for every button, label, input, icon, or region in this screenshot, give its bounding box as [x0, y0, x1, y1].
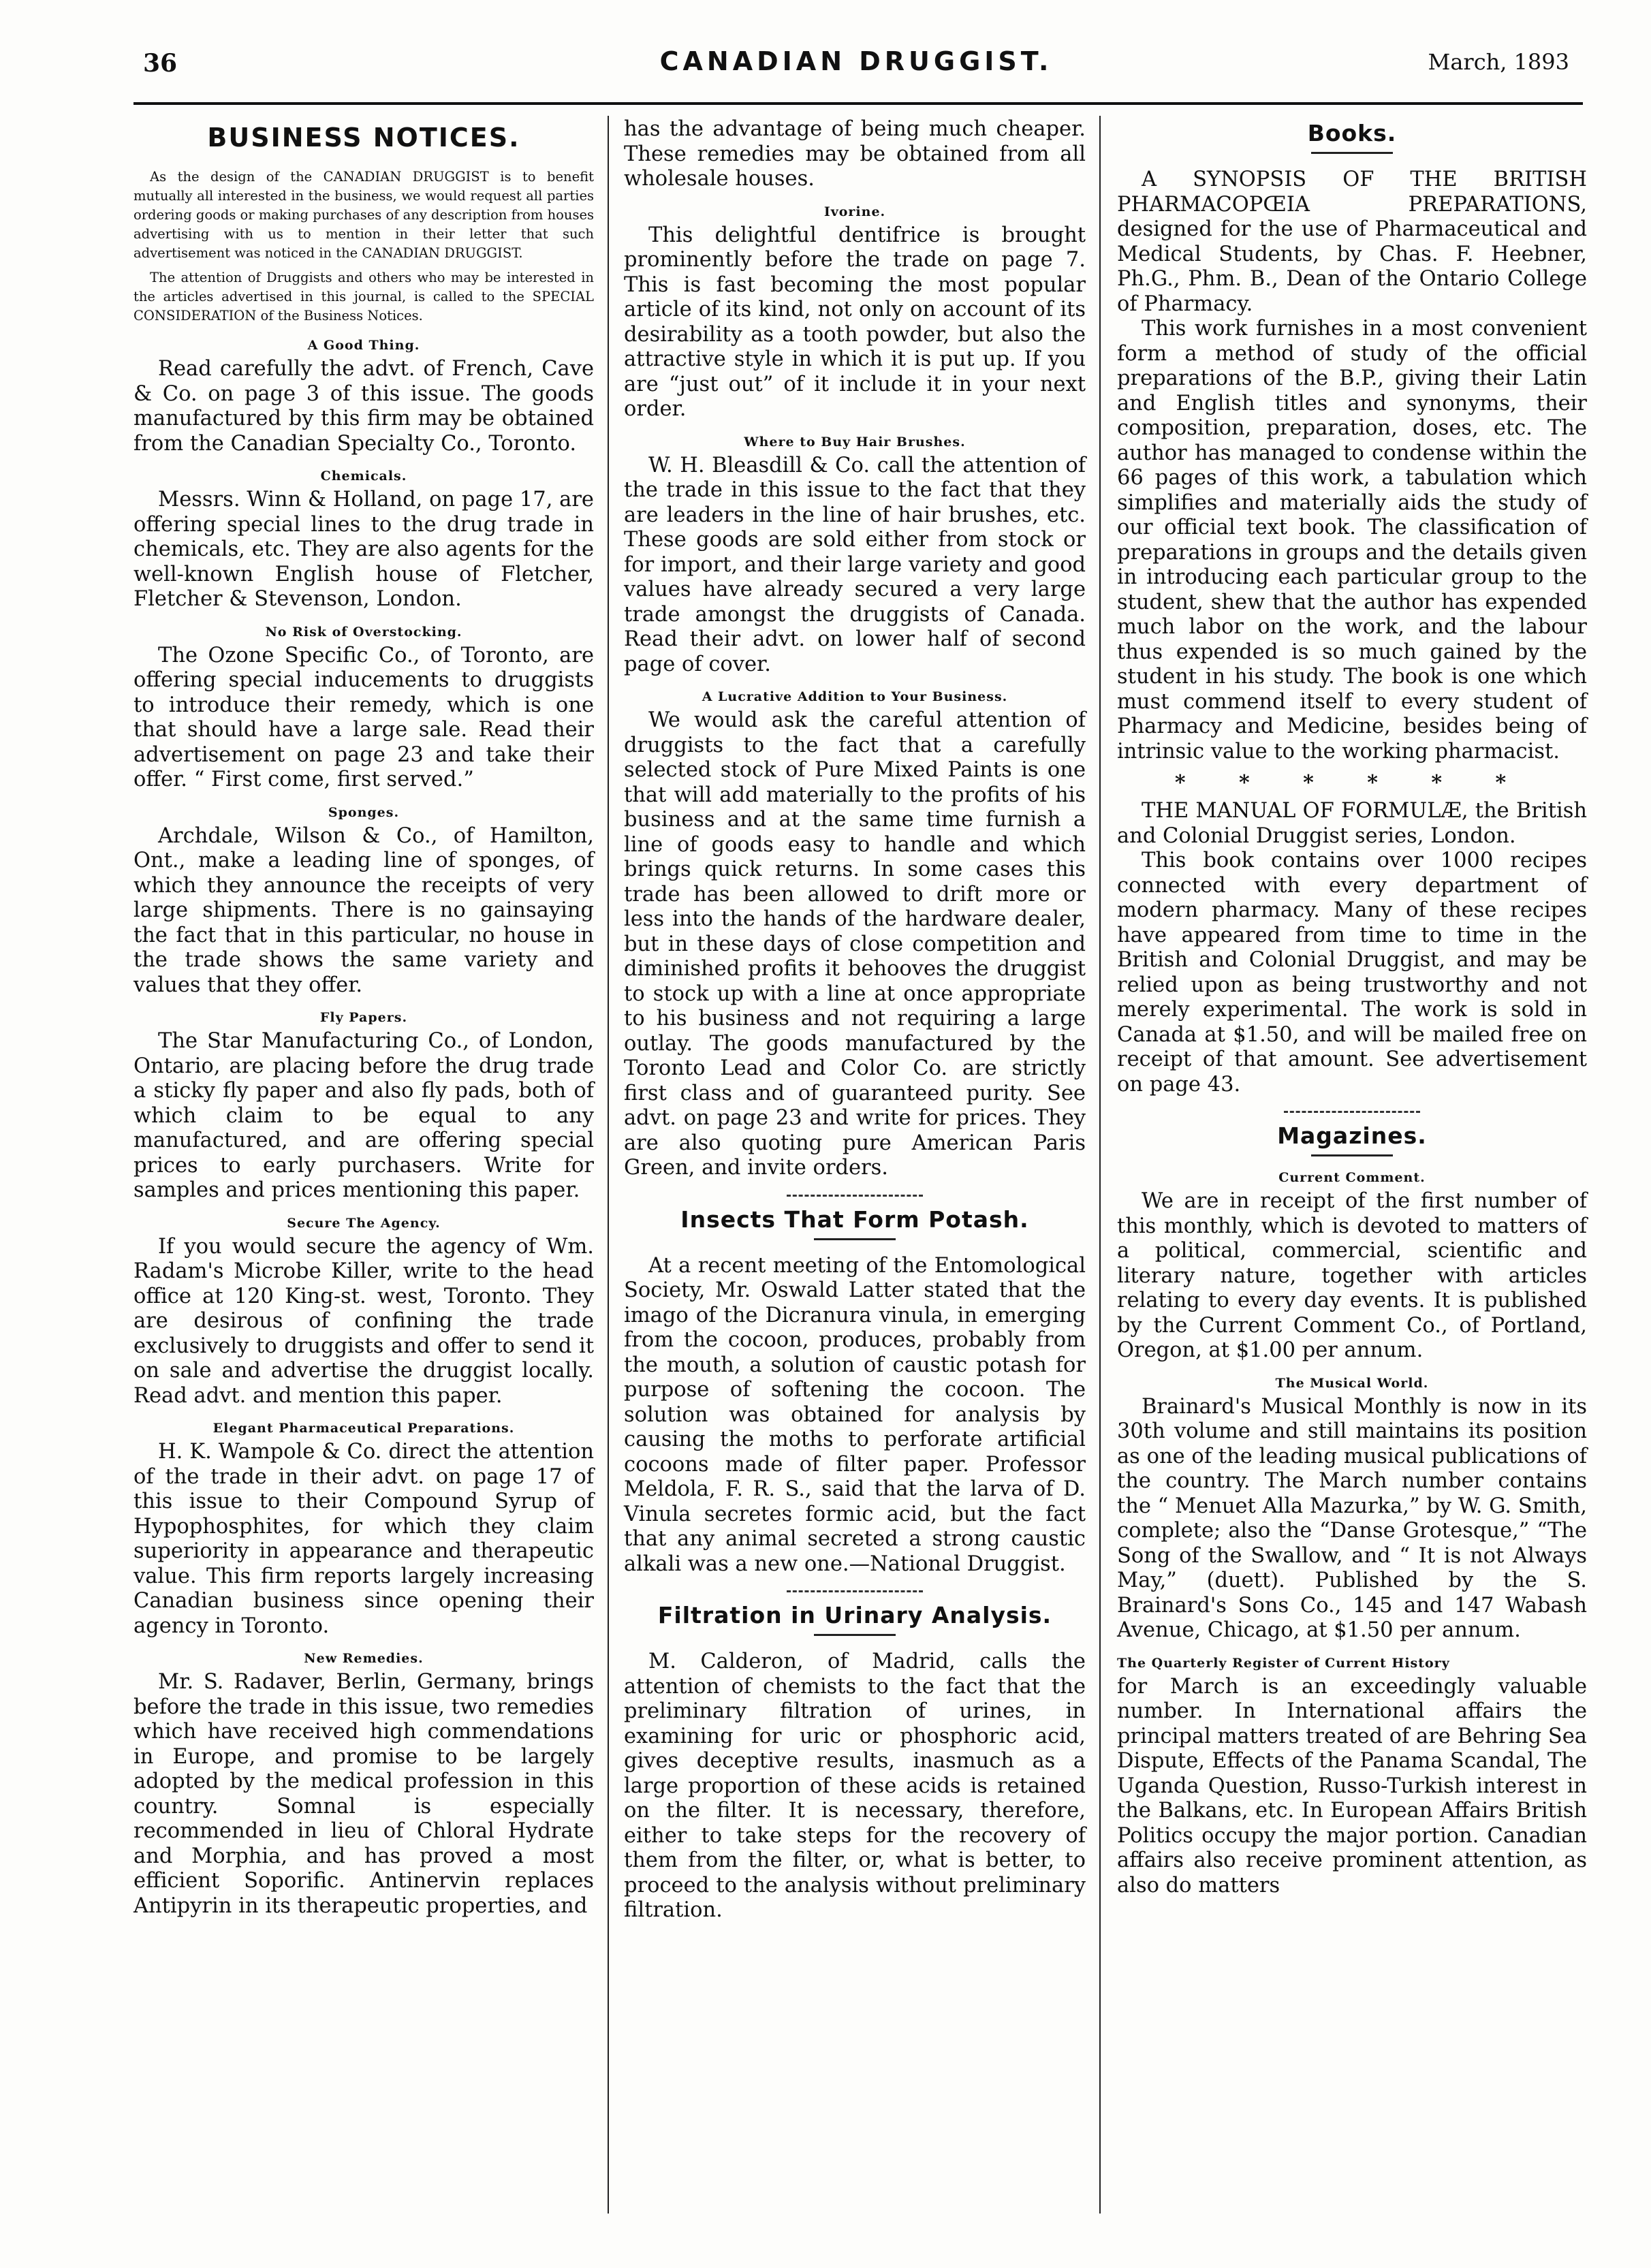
section-divider	[787, 1195, 923, 1197]
notice-title: Where to Buy Hair Brushes.	[744, 434, 966, 450]
page-number: 36	[143, 49, 178, 78]
notice-title: A Lucrative Addition to Your Business.	[702, 689, 1008, 704]
section-divider	[1284, 1111, 1420, 1113]
business-notices-heading: BUSINESS NOTICES.	[207, 123, 520, 153]
magazine-body: We are in receipt of the first number of this monthly, which is devoted to matters of a political, commercial, scientific and literary nature, together with articles relating to every day events. It is published by the Current Comment Co., of Portland, Oregon, at $1.00 per annum.	[1117, 1189, 1587, 1362]
column-3	[1117, 117, 1587, 1898]
notice-body: This delightful dentifrice is brought prominently before the trade on page 7. This is fast becoming the most popular article of its kind, not only on account of its desirability as a tooth powder, but also the attractive style in which it is put up. If you are “just out” of it include it in your next order.	[624, 223, 1086, 421]
notice-body: The Ozone Specific Co., of Toronto, are offering special inducements to druggists to introduce their remedy, which is one that should have a large sale. Read their advertisement on page 23 and take their offer. “ First come, first served.”	[133, 643, 594, 791]
magazine-body: for March is an exceedingly valuable number. In International affairs the principal matters treated of are Behring Sea Dispute, Effects of the Panama Scandal, The Uganda Question, Russo-Turkish interest in the Balkans, etc. In European Affairs British Politics occupy the major portion. Canadian affairs also receive prominent attention, as also do matters	[1117, 1674, 1587, 1897]
notice-body: Archdale, Wilson & Co., of Hamilton, Ont., make a leading line of sponges, of which they announce the receipts of very large shipments. There is no gainsaying the fact that in this particular, no house in the trade shows the same variety and values that they offer.	[133, 823, 594, 997]
notice-title: Chemicals.	[320, 469, 407, 484]
notice-title: A Good Thing.	[307, 338, 420, 353]
heading-rule	[814, 1238, 896, 1240]
notice-body: If you would secure the agency of Wm. Radam's Microbe Killer, write to the head office at 120 King-st. west, Toronto. They are desirous of confining the trade exclusively to druggists and offer to send it on sale and advertise the druggist locally. Read advt. and mention this paper.	[133, 1234, 594, 1408]
stars-separator: * * * * * *	[1174, 771, 1530, 795]
notice-title: Sponges.	[328, 804, 400, 820]
notice-title: No Risk of Overstocking.	[265, 624, 462, 640]
filtration-body: M. Calderon, of Madrid, calls the attention of chemists to the fact that the preliminary filtration of urines, in examining for uric or phosphoric acid, gives deceptive results, inasmuch as a large proportion of these acids is retained on the filter. It is necessary, therefore, either to take steps for the recovery of them from the filter, or, what is better, to proceed to the analysis without preliminary filtration.	[624, 1650, 1086, 1922]
books-paragraph: This book contains over 1000 recipes connected with every department of modern pharmacy. Many of these recipes have appeared from time to time in the British and Colonial Druggist, and may be relied upon as being trustworthy and not merely experimental. The work is sold in Canada at $1.50, and will be mailed free on receipt of that amount. See advertisement on page 43.	[1117, 849, 1587, 1097]
notice-title: Ivorine.	[823, 204, 886, 219]
heading-rule	[814, 1634, 896, 1636]
heading-rule	[1311, 1154, 1393, 1156]
magazines-heading: Magazines.	[1277, 1122, 1427, 1149]
notice-body: Messrs. Winn & Holland, on page 17, are offering special lines to the drug trade in chemicals, etc. They are also agents for the well-known English house of Fletcher, Fletcher & Stevenson, London.	[133, 488, 594, 611]
filtration-heading: Filtration in Urinary Analysis.	[657, 1602, 1052, 1628]
heading-rule	[1311, 152, 1393, 154]
column-1	[133, 117, 594, 1919]
issue-date: March, 1893	[1428, 49, 1569, 75]
notice-title: Secure The Agency.	[287, 1215, 441, 1231]
insects-heading: Insects That Form Potash.	[680, 1206, 1029, 1233]
books-paragraph: This work furnishes in a most convenient form a method of study of the official preparations of the B.P., giving their Latin and English titles and synonyms, their composition, preparation, doses, etc. The author has managed to condense within the 66 pages of this work, a tabulation which simplifies and materially aids the study of our official text book. The classification of preparations in groups and the details given in introducing each particular group to the student, shew that the author has expended much labor on the work, and the labour thus expended is so much gained by the student in his study. The book is one which must commend itself to every student of Pharmacy and Medicine, besides being of intrinsic value to the working pharmacist.	[1117, 317, 1587, 763]
notice-body: Read carefully the advt. of French, Cave & Co. on page 3 of this issue. The goods manufactured by this firm may be obtained from the Canadian Specialty Co., Toronto.	[133, 357, 594, 456]
magazine-title: The Quarterly Register of Current History	[1117, 1655, 1450, 1671]
notice-body: Mr. S. Radaver, Berlin, Germany, brings before the trade in this issue, two remedies which have received high commendations in Europe, and promise to be largely adopted by the medical profession in this country. Somnal is especially recommended in lieu of Chloral Hydrate and Morphia, and has proved a most efficient Soporific. Antinervin replaces Antipyrin in its therapeutic properties, and	[133, 1670, 594, 1918]
column-divider	[608, 116, 609, 2214]
page-header	[143, 46, 1569, 97]
business-notices-intro: As the design of the CANADIAN DRUGGIST is to benefit mutually all interested in the business, we would request all parties ordering goods or making purchases of any description from houses advertising with us to mention in their letter that such advertisement was noticed in the CANADIAN DRUGGIST.	[133, 169, 594, 261]
business-notices-intro: The attention of Druggists and others who may be interested in the articles advertised in this journal, is called to the SPECIAL CONSIDERATION of the Business Notices.	[133, 270, 594, 324]
books-paragraph: A SYNOPSIS OF THE BRITISH PHARMACOPŒIA PREPARATIONS, designed for the use of Pharmaceutical and Medical Students, by Chas. F. Heebner, Ph.G., Phm. B., Dean of the Ontario College of Pharmacy.	[1117, 168, 1587, 316]
column-2	[624, 117, 1086, 1923]
notice-body: The Star Manufacturing Co., of London, Ontario, are placing before the drug trade a sticky fly paper and also fly pads, both of which claim to be equal to any manufactured, and are offering special prices to early purchasers. Write for samples and prices mentioning this paper.	[133, 1029, 594, 1202]
header-rule	[133, 102, 1583, 105]
notice-body: W. H. Bleasdill & Co. call the attention of the trade in this issue to the fact that they are leaders in the line of hair brushes, etc. These goods are sold either from stock or for import, and their large variety and good values have already secured a very large trade amongst the druggists of Canada. Read their advt. on lower half of second page of cover.	[624, 453, 1086, 676]
notice-body: We would ask the careful attention of druggists to the fact that a carefully selected stock of Pure Mixed Paints is one that will add materially to the profits of his business and at the same time furnish a line of goods easy to handle and which brings quick returns. In some cases this trade has been allowed to drift more or less into the hands of the hardware dealer, but in these days of close competition and diminished profits it behooves the druggist to stock up with a line at once appropriate to his business and not requiring a large outlay. The goods manufactured by the Toronto Lead and Color Co. are strictly first class and of guaranteed purity. See advt. on page 23 and write for prices. They are also quoting pure American Paris Green, and invite orders.	[624, 708, 1086, 1180]
books-paragraph: THE MANUAL OF FORMULÆ, the British and Colonial Druggist series, London.	[1117, 799, 1587, 848]
books-heading: Books.	[1307, 120, 1397, 146]
magazine-body: Brainard's Musical Monthly is now in its 30th volume and still maintains its position as one of the leading musical publications of the country. The March number contains the “ Menuet Alla Mazurka,” by W. G. Smith, complete; also the “Danse Grotesque,” “The Song of the Swallow, and “ It is not Always May,” (duett). Published by the S. Brainard's Sons Co., 145 and 147 Wabash Avenue, Chicago, at $1.50 per annum.	[1117, 1394, 1587, 1642]
section-divider	[787, 1590, 923, 1592]
journal-title: CANADIAN DRUGGIST.	[659, 46, 1053, 76]
notice-title: Elegant Pharmaceutical Preparations.	[213, 1421, 515, 1436]
notice-body: H. K. Wampole & Co. direct the attention of the trade in their advt. on page 17 of this issue to their Compound Syrup of Hypophosphites, for which they claim superiority in appearance and therapeutic value. This firm reports largely increasing Canadian business since opening their agency in Toronto.	[133, 1440, 594, 1638]
magazine-title: The Musical World.	[1275, 1375, 1429, 1391]
notice-body-continued: has the advantage of being much cheaper. These remedies may be obtained from all wholesale houses.	[624, 117, 1086, 191]
notice-title: Fly Papers.	[319, 1010, 408, 1025]
magazine-title: Current Comment.	[1278, 1170, 1426, 1185]
insects-body: At a recent meeting of the Entomological Society, Mr. Oswald Latter stated that the imago of the Dicranura vinula, in emerging from the cocoon, produces, probably from the mouth, a solution of caustic potash for purpose of softening the cocoon. The solution was obtained for analysis by causing the moths to perforate artificial cocoons made of filter paper. Professor Meldola, F. R. S., said that the larva of D. Vinula secretes formic acid, but the fact that any animal secreted a strong caustic alkali was a new one.—National Druggist.	[624, 1253, 1086, 1576]
notice-title: New Remedies.	[304, 1651, 424, 1666]
column-divider	[1099, 116, 1101, 2214]
